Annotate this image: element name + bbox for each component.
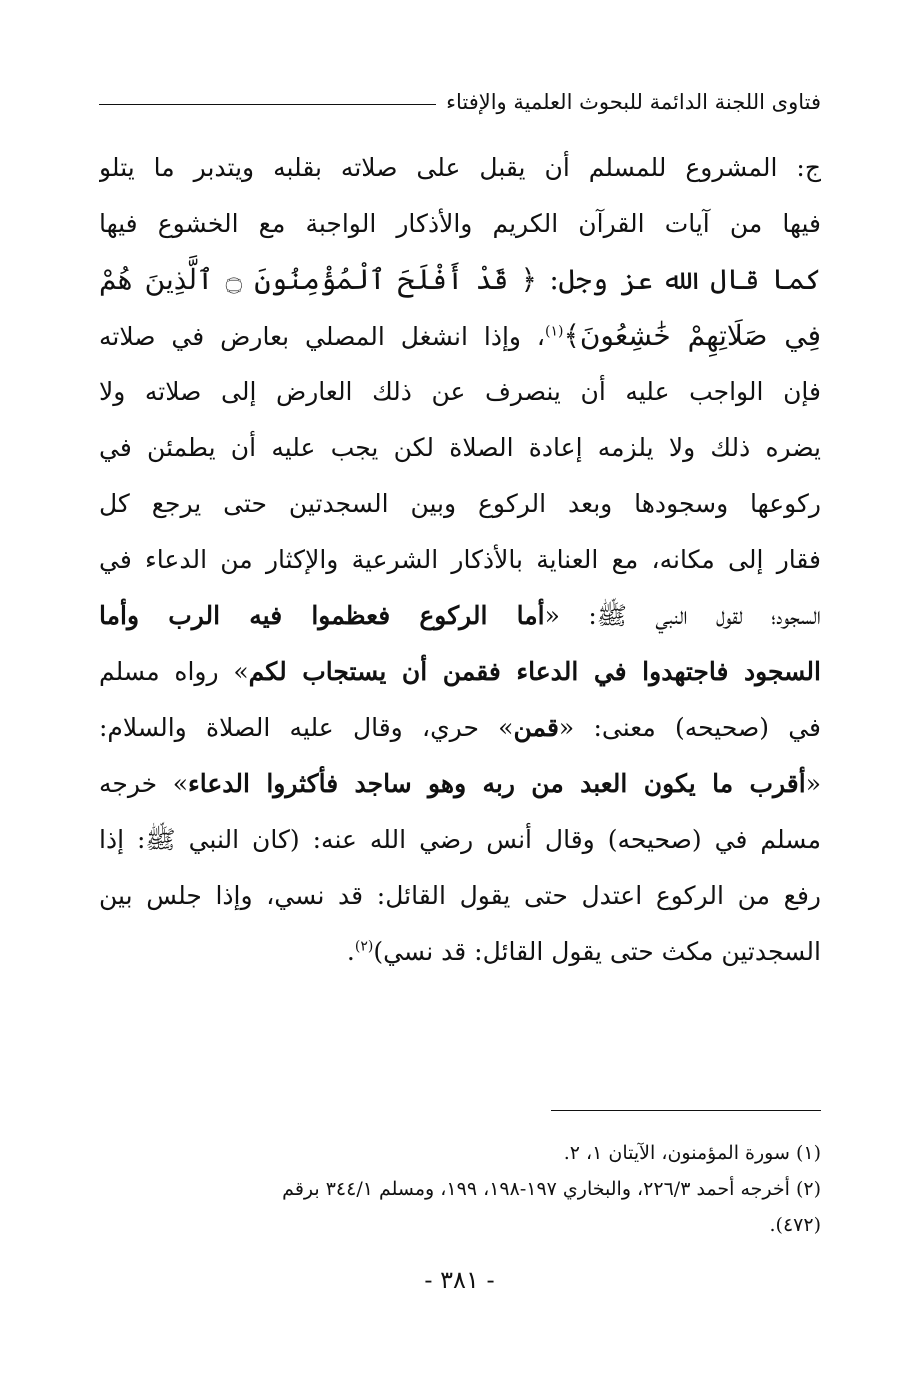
text-line-5: فإن الواجب عليه أن ينصرف عن ذلك العارض إلى صلاته ولا	[99, 377, 821, 406]
text-line-2: فيها من آيات القرآن الكريم والأذكار الواجبة مع الخشوع فيها	[99, 209, 821, 238]
text-line-3-quran-verse: كما قال الله عز وجل: ﴿ قَدْ أَفْلَحَ ٱلْمُؤْمِنُونَ ۝ ٱلَّذِينَ هُمْ	[99, 263, 821, 296]
quran-verse-end: فِي صَلَاتِهِمْ خَٰشِعُونَ﴾	[563, 319, 821, 352]
text-line-11-start: في (صحيحه) معنى: «	[558, 713, 821, 742]
text-line-11-end: » حري، وقال عليه الصلاة والسلام:	[99, 713, 514, 742]
page-number: - ٣٨١ -	[424, 1266, 495, 1294]
text-line-9-start: السجود؛ لقول النبي ﷺ: «	[544, 601, 821, 630]
footnote-2: (٢) أخرجه أحمد ٢٢٦/٣، والبخاري ١٩٧-١٩٨، ١٩٩، ومسلم ٣٤٤/١ برقم	[282, 1178, 821, 1200]
header-rule	[99, 104, 436, 105]
header-title: فتاوى اللجنة الدائمة للبحوث العلمية والإفتاء	[446, 90, 821, 114]
footnote-ref-2: (٢)	[354, 938, 374, 955]
footnote-ref-1: (١)	[544, 323, 564, 340]
hadith-quote-2: أقرب ما يكون العبد من ربه وهو ساجد فأكثروا الدعاء	[188, 769, 806, 798]
quote-open: «	[805, 769, 821, 798]
running-header	[99, 82, 821, 122]
text-line-15-text: السجدتين مكث حتى يقول القائل: قد نسي)	[373, 937, 821, 966]
text-line-11	[99, 700, 821, 756]
footnote-2-continued: (٤٧٢).	[769, 1214, 821, 1236]
footnote-1: (١) سورة المؤمنون، الآيتان ١، ٢.	[563, 1142, 821, 1164]
text-line-1: ج: المشروع للمسلم أن يقبل على صلاته بقلبه ويتدبر ما يتلو	[99, 153, 821, 182]
footnotes	[99, 1135, 821, 1243]
word-qamin: قمن	[513, 713, 559, 742]
main-text	[99, 140, 821, 980]
text-line-13: مسلم في (صحيحه) وقال أنس رضي الله عنه: (كان النبي ﷺ: إذا	[99, 825, 821, 854]
text-line-10-end: » رواه مسلم	[99, 657, 249, 686]
text-line-4-rest: ، وإذا انشغل المصلي بعارض في صلاته	[99, 322, 545, 351]
hadith-quote-1b: السجود فاجتهدوا في الدعاء فقمن أن يستجاب لكم	[248, 657, 821, 686]
text-line-10	[99, 644, 821, 700]
text-line-7: ركوعها وسجودها وبعد الركوع وبين السجدتين حتى يرجع كل	[99, 489, 821, 518]
text-line-12-end: » خرجه	[99, 769, 188, 798]
footnote-separator	[551, 1110, 821, 1111]
text-line-9	[99, 588, 821, 644]
text-line-4	[99, 308, 821, 364]
text-line-8: فقار إلى مكانه، مع العناية بالأذكار الشرعية والإكثار من الدعاء في	[99, 545, 821, 574]
text-line-15-period: .	[346, 937, 355, 966]
hadith-quote-1a: أما الركوع فعظموا فيه الرب وأما	[99, 601, 545, 630]
text-line-14: رفع من الركوع اعتدل حتى يقول القائل: قد نسي، وإذا جلس بين	[99, 881, 821, 910]
text-line-12	[99, 756, 821, 812]
text-line-15	[99, 924, 821, 980]
text-line-6: يضره ذلك ولا يلزمه إعادة الصلاة لكن يجب عليه أن يطمئن في	[99, 433, 821, 462]
